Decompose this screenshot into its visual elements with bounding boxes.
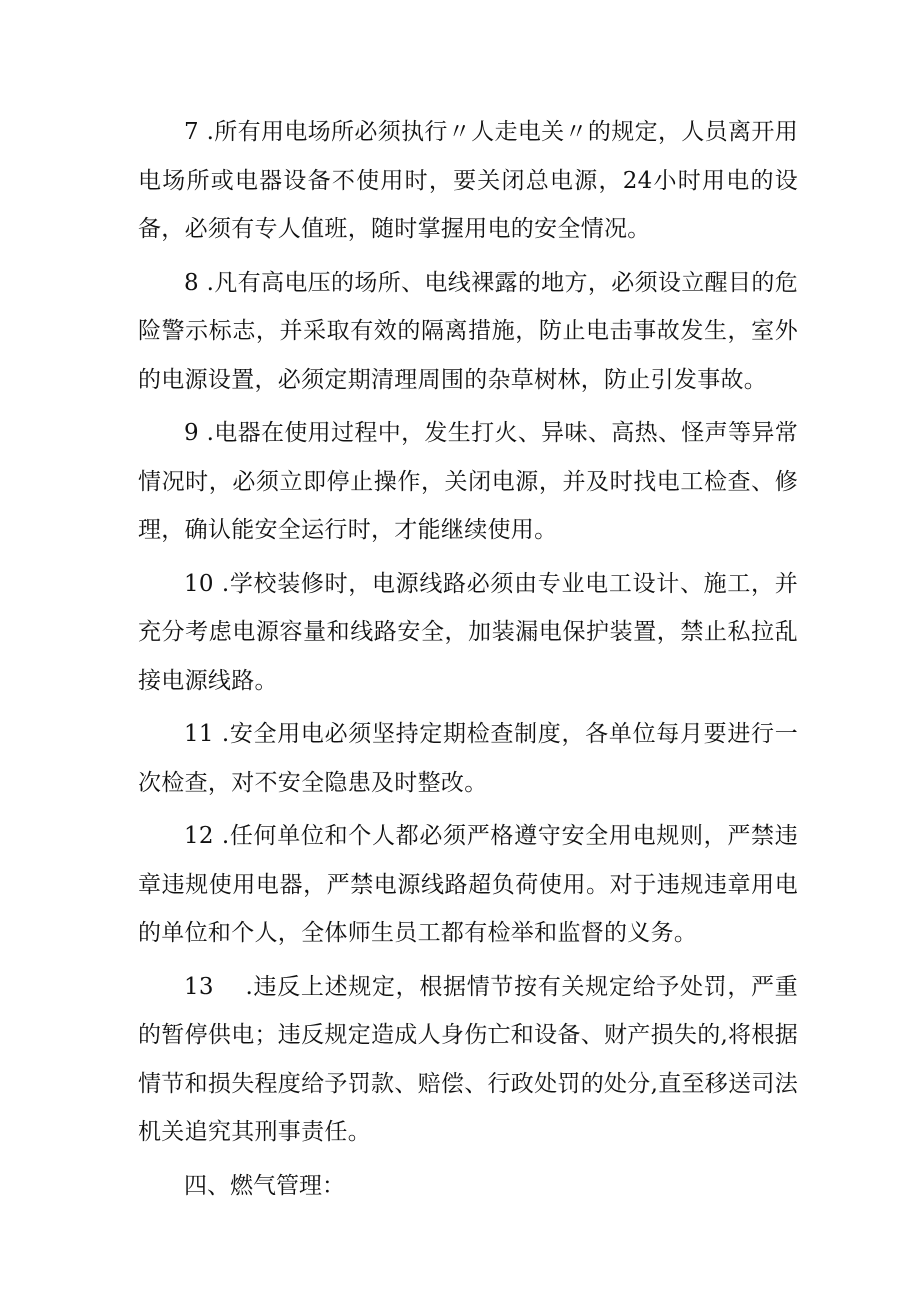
document-page [138,108,798,1210]
section-heading: 四、燃气管理： [184,1172,345,1199]
paragraph-item-8: 8 .凡有高电压的场所、电线裸露的地方，必须设立醒目的危险警示标志，并采取有效的隔离措施，防止电击事故发生，室外的电源设置，必须定期清理周围的杂草树林，防止引发事故。 [138,269,798,393]
paragraph-item-13: 13 .违反上述规定，根据情节按有关规定给予处罚，严重的暂停供电；违反规定造成人身伤亡和设备、财产损失的,将根据情节和损失程度给予罚款、赔偿、行政处罚的处分,直至移送司法机关追究其刑事责任。 [138,973,799,1145]
paragraph-item-7: 7 .所有用电场所必须执行〃人走电关〃的规定，人员离开用电场所或电器设备不使用时，要关闭总电源，24小时用电的设备，必须有专人值班，随时掌握用电的安全情况。 [138,119,798,242]
paragraph-item-9: 9 .电器在使用过程中，发生打火、异味、高热、怪声等异常情况时，必须立即停止操作，关闭电源，并及时找电工检查、修理，确认能安全运行时，才能继续使用。 [138,420,798,543]
paragraph-item-12: 12 .任何单位和个人都必须严格遵守安全用电规则，严禁违章违规使用电器，严禁电源线路超负荷使用。对于违规违章用电的单位和个人，全体师生员工都有检举和监督的义务。 [138,823,798,946]
paragraph-item-10: 10 .学校装修时，电源线路必须由专业电工设计、施工，并充分考虑电源容量和线路安全，加装漏电保护装置，禁止私拉乱接电源线路。 [138,570,798,694]
paragraph-item-11: 11 .安全用电必须坚持定期检查制度，各单位每月要进行一次检查，对不安全隐患及时整改。 [138,721,798,796]
